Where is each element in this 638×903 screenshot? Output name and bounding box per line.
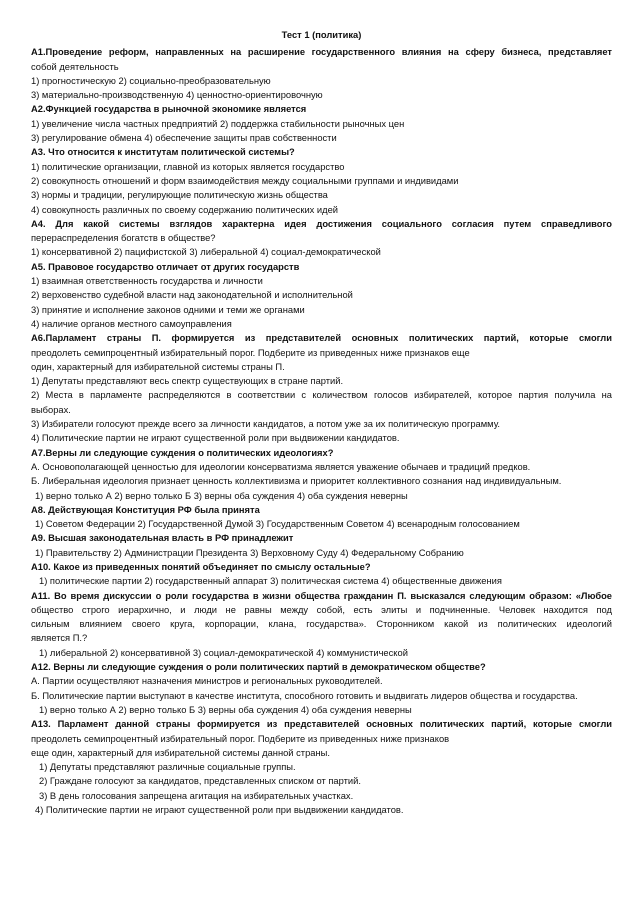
text-line: преодолеть семипроцентный избирательный порог. Подберите из приведенных ниже признаков еще (31, 347, 470, 358)
question-heading-line: А2.Функцией государства в рыночной экономике является (31, 104, 307, 115)
document-title: Тест 1 (политика) (281, 30, 362, 40)
text-line: 1) политические партии 2) государственный аппарат 3) политическая система 4) общественные движения (39, 576, 502, 587)
text-line: еще один, характерный для избирательной системы данной страны. (31, 747, 330, 758)
question-heading-line: А5. Правовое государство отличает от других государств (31, 261, 300, 272)
text-line: 1) Депутаты представляют весь спектр существующих в стране партий. (31, 376, 344, 387)
text-line: 3) Избиратели голосуют прежде всего за личности кандидатов, а потом уже за их политическую программу. (31, 419, 501, 430)
question-heading-line: А7.Верны ли следующие суждения о политических идеологиях? (31, 447, 334, 458)
text-line: перераспределения богатств в обществе? (31, 233, 216, 244)
text-line: 4) совокупность различных по своему содержанию политических идей (31, 204, 339, 215)
text-line: 1) Советом Федерации 2) Государственной Думой 3) Государственным Советом 4) всенародным голосованием (35, 519, 520, 530)
text-line: является П.? (31, 633, 88, 644)
text-line: 3) материально-производственную 4) ценностно-ориентировочную (31, 90, 323, 101)
text-line: 3) принятие и исполнение законов одними и теми же органами (31, 304, 305, 315)
text-line: 1) Правительству 2) Администрации Президента 3) Верховному Суду 4) Федеральному Собранию (35, 547, 464, 558)
text-line: собой деятельность (31, 61, 119, 72)
question-heading-line: А1.Проведение реформ, направленных на расширение государственного влияния на сферу бизнеса, представляет (31, 47, 612, 58)
question-heading-line: А3. Что относится к институтам политической системы? (31, 147, 295, 158)
question-heading-line: А9. Высшая законодательная власть в РФ принадлежит (31, 533, 294, 544)
text-line: Б. Политические партии выступают в качестве института, способного готовить и выдвигать лидеров общества и государства. (31, 690, 578, 701)
text-line: 3) нормы и традиции, регулирующие политическую жизнь общества (31, 190, 328, 201)
text-line: 2) совокупность отношений и форм взаимодействия между социальными группами и индивидами (31, 175, 459, 186)
text-line: А. Партии осуществляют назначения министров и региональных руководителей. (31, 676, 383, 687)
document-body (31, 45, 612, 817)
question-heading-line: А13. Парламент данной страны формируется из представителей основных политических партий, которые смогли (31, 719, 612, 730)
text-line: 2) верховенство судебной власти над законодательной и исполнительной (31, 290, 353, 301)
text-line: 2) Граждане голосуют за кандидатов, представленных списком от партий. (39, 776, 361, 787)
text-line: 1) верно только А 2) верно только Б 3) верны оба суждения 4) оба суждения неверны (39, 704, 412, 715)
text-line: 1) политические организации, главной из которых является государство (31, 161, 345, 172)
text-line: сильным влиянием своего круга, корпорации, клана, государства». Сторонником какой из политических идеологий (31, 619, 612, 630)
text-line: 1) увеличение числа частных предприятий 2) поддержка стабильности рыночных цен (31, 118, 405, 129)
text-line: 1) прогностическую 2) социально-преобразовательную (31, 75, 271, 86)
question-heading-line: А12. Верны ли следующие суждения о роли политических партий в демократическом обществе? (31, 662, 486, 673)
text-line: 1) Депутаты представляют различные социальные группы. (39, 762, 296, 773)
text-line: А. Основополагающей ценностью для идеологии консерватизма является уважение обычаев и традиций предков. (31, 461, 531, 472)
text-line: 1) либеральной 2) консервативной 3) социал-демократической 4) коммунистической (39, 647, 408, 658)
question-heading-line: А6.Парламент страны П. формируется из представителей основных политических партий, которые смогли (31, 333, 612, 344)
text-line: выборах. (31, 404, 71, 415)
text-line: общество строго иерархично, и люди не равны между собой, есть элиты и подчиненные. Человек находится под (31, 604, 612, 615)
text-line: Б. Либеральная идеология признает ценность коллективизма и приоритет коллективного сознания над индивидуальным. (31, 476, 562, 487)
question-heading-line: А10. Какое из приведенных понятий объединяет по смыслу остальные? (31, 561, 371, 572)
text-line: 4) Политические партии не играют существенной роли при выдвижении кандидатов. (35, 805, 404, 816)
text-line: 3) регулирование обмена 4) обеспечение защиты прав собственности (31, 133, 337, 144)
text-line: 2) Места в парламенте распределяются в соответствии с количеством голосов избирателей, которое партия получила на (31, 390, 612, 401)
question-heading-line: А8. Действующая Конституция РФ была принята (31, 504, 260, 515)
question-heading-line: А11. Во время дискуссии о роли государства в жизни общества гражданин П. высказался следующим образом: «Любое (31, 590, 612, 601)
text-line: 1) консервативной 2) пацифистской 3) либеральной 4) социал-демократической (31, 247, 381, 258)
text-line: 3) В день голосования запрещена агитация на избирательных участках. (39, 790, 354, 801)
text-line: преодолеть семипроцентный избирательный порог. Подберите из приведенных ниже признаков (31, 733, 450, 744)
text-line: 1) взаимная ответственность государства и личности (31, 276, 263, 287)
text-line: 4) Политические партии не играют существенной роли при выдвижении кандидатов. (31, 433, 400, 444)
text-line: один, характерный для избирательной системы страны П. (31, 361, 285, 372)
text-line: 1) верно только А 2) верно только Б 3) верны оба суждения 4) оба суждения неверны (35, 490, 408, 501)
question-heading-line: А4. Для какой системы взглядов характерна идея достижения социального согласия путем справедливого (31, 218, 612, 229)
text-line: 4) наличие органов местного самоуправления (31, 318, 232, 329)
